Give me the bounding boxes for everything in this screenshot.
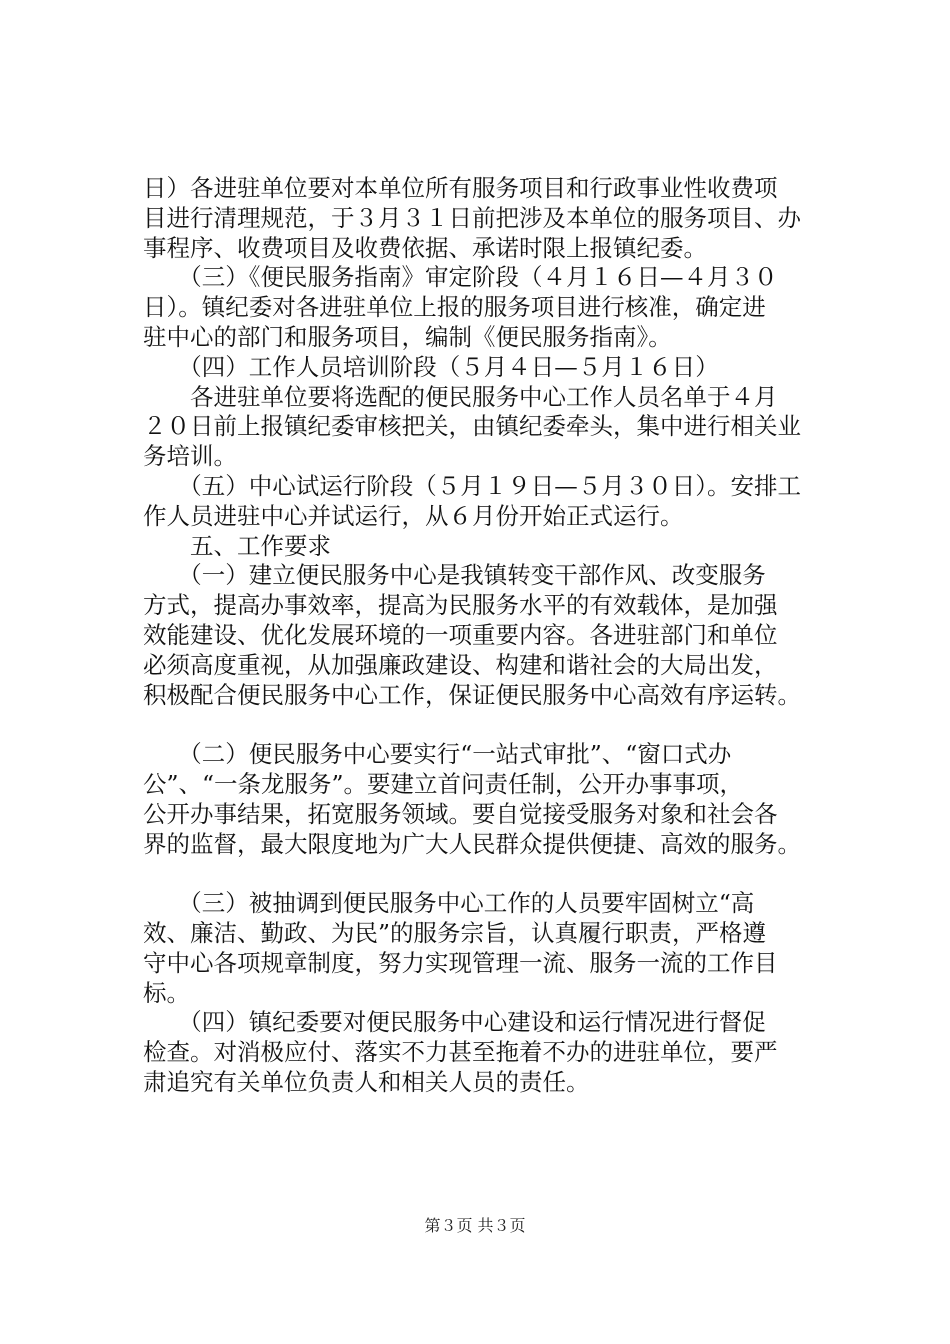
section-heading: 五、工作要求 [143, 531, 331, 560]
page-footer [0, 1216, 950, 1236]
text-line: 目进行清理规范，于３月３１日前把涉及本单位的服务项目、办 [143, 203, 801, 232]
text-line: 效、廉洁、勤政、为民”的服务宗旨，认真履行职责，严格遵 [143, 918, 767, 947]
text-line: （三）被抽调到便民服务中心工作的人员要牢固树立“高 [143, 889, 755, 918]
text-line: 日）各进驻单位要对本单位所有服务项目和行政事业性收费项 [143, 174, 778, 202]
section-heading: （四）工作人员培训阶段（５月４日—５月１６日） [143, 352, 719, 381]
document-body [143, 174, 853, 1098]
text-line: 公开办事结果，拓宽服务领域。要自觉接受服务对象和社会各 [143, 799, 778, 828]
text-line: 守中心各项规章制度，努力实现管理一流、服务一流的工作目 [143, 948, 778, 977]
text-line: 各进驻单位要将选配的便民服务中心工作人员名单于４月 [143, 382, 778, 411]
text-line: 公”、“一条龙服务”。要建立首问责任制，公开办事事项， [143, 769, 744, 798]
text-line: 日）。镇纪委对各进驻单位上报的服务项目进行核准，确定进 [143, 293, 766, 322]
page-number-label: 第３页 共３页 [424, 1216, 526, 1235]
text-line: 方式，提高办事效率，提高为民服务水平的有效载体，是加强 [143, 591, 778, 620]
text-line: （一）建立便民服务中心是我镇转变干部作风、改变服务 [143, 561, 766, 590]
text-line: （五）中心试运行阶段（５月１９日—５月３０日）。安排工 [143, 471, 801, 500]
text-line: （四）镇纪委要对便民服务中心建设和运行情况进行督促 [143, 1008, 766, 1037]
text-line: 必须高度重视，从加强廉政建设、构建和谐社会的大局出发， [143, 650, 778, 679]
text-line: 效能建设、优化发展环境的一项重要内容。各进驻部门和单位 [143, 620, 778, 649]
text-line: 积极配合便民服务中心工作，保证便民服务中心高效有序运转。 [143, 680, 801, 709]
text-line: （二）便民服务中心要实行“一站式审批”、“窗口式办 [143, 740, 732, 769]
text-line: 事程序、收费项目及收费依据、承诺时限上报镇纪委。 [143, 233, 707, 262]
text-line: 作人员进驻中心并试运行，从６月份开始正式运行。 [143, 501, 684, 530]
text-line: 驻中心的部门和服务项目，编制《便民服务指南》。 [143, 322, 672, 351]
text-line: （三）《便民服务指南》审定阶段（４月１６日—４月３０ [143, 263, 778, 292]
text-line: ２０日前上报镇纪委审核把关，由镇纪委牵头，集中进行相关业 [143, 412, 801, 441]
text-line: 检查。对消极应付、落实不力甚至拖着不办的进驻单位，要严 [143, 1038, 778, 1067]
text-line: 肃追究有关单位负责人和相关人员的责任。 [143, 1067, 590, 1096]
text-line: 界的监督，最大限度地为广大人民群众提供便捷、高效的服务。 [143, 829, 801, 858]
text-line: 标。 [143, 978, 190, 1007]
text-line: 务培训。 [143, 442, 237, 471]
